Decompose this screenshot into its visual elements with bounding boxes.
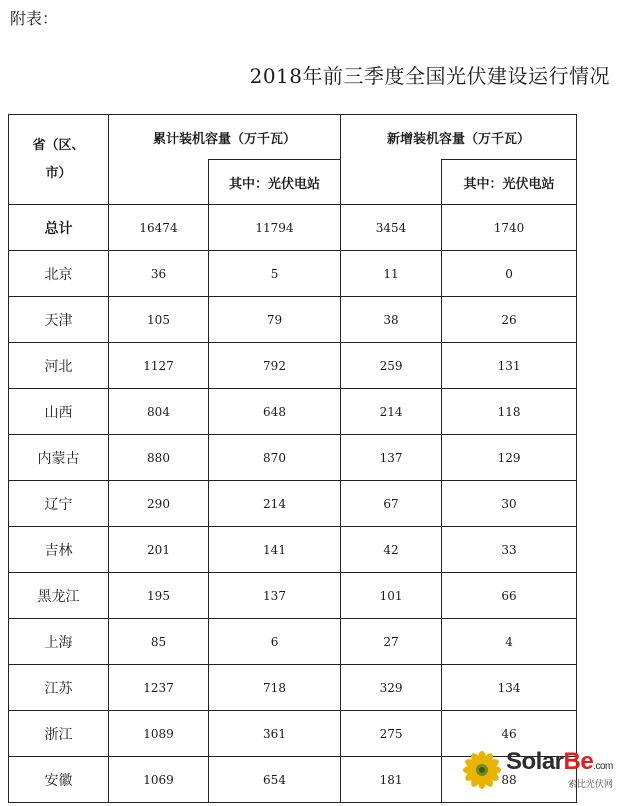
table-row (9, 619, 577, 665)
header-province-line2: 市） (45, 165, 72, 181)
header-cumulative-capacity: 累计装机容量（万千瓦） (109, 115, 341, 160)
cumulative-plant-cell: 648 (209, 389, 341, 435)
new-plant-cell: 0 (442, 251, 577, 297)
province-cell: 黑龙江 (9, 573, 109, 619)
table-row (9, 435, 577, 481)
table-row (9, 527, 577, 573)
province-cell: 北京 (9, 251, 109, 297)
cumulative-plant-cell: 654 (209, 757, 341, 803)
new-plant-cell: 46 (442, 711, 577, 757)
cumulative-capacity-cell: 36 (109, 251, 209, 297)
new-capacity-cell: 101 (341, 573, 442, 619)
watermark-subtitle: 索比光伏网 (567, 779, 613, 790)
province-cell: 内蒙古 (9, 435, 109, 481)
document-title: 2018年前三季度全国光伏建设运行情况 (249, 64, 610, 88)
cumulative-capacity-cell: 880 (109, 435, 209, 481)
table-row (9, 573, 577, 619)
cumulative-plant-cell: 141 (209, 527, 341, 573)
cumulative-plant-cell: 870 (209, 435, 341, 481)
new-plant-cell: 129 (442, 435, 577, 481)
new-capacity-cell: 38 (341, 297, 442, 343)
header-new-capacity: 新增装机容量（万千瓦） (341, 115, 577, 160)
cumulative-plant-cell: 6 (209, 619, 341, 665)
new-plant-cell: 88 (442, 757, 577, 803)
capacity-table (8, 114, 577, 803)
new-capacity-cell: 259 (341, 343, 442, 389)
table-row (9, 343, 577, 389)
cumulative-capacity-cell: 1237 (109, 665, 209, 711)
table-row (9, 297, 577, 343)
table-row (9, 251, 577, 297)
header-cumulative-blank (109, 160, 209, 205)
new-capacity-cell: 67 (341, 481, 442, 527)
new-plant-cell: 33 (442, 527, 577, 573)
new-capacity-cell: 3454 (341, 205, 442, 251)
province-cell: 河北 (9, 343, 109, 389)
new-plant-cell: 30 (442, 481, 577, 527)
province-cell: 总计 (9, 205, 109, 251)
header-cumulative-plant: 其中：光伏电站 (209, 160, 341, 205)
watermark-brand: SolarBe.com (506, 747, 613, 775)
new-capacity-cell: 275 (341, 711, 442, 757)
cumulative-plant-cell: 11794 (209, 205, 341, 251)
new-capacity-cell: 137 (341, 435, 442, 481)
header-new-blank (341, 160, 442, 205)
cumulative-capacity-cell: 1069 (109, 757, 209, 803)
cumulative-plant-cell: 792 (209, 343, 341, 389)
cumulative-plant-cell: 214 (209, 481, 341, 527)
cumulative-plant-cell: 361 (209, 711, 341, 757)
new-plant-cell: 134 (442, 665, 577, 711)
table-row (9, 481, 577, 527)
cumulative-capacity-cell: 201 (109, 527, 209, 573)
cumulative-capacity-cell: 290 (109, 481, 209, 527)
cumulative-capacity-cell: 105 (109, 297, 209, 343)
new-capacity-cell: 27 (341, 619, 442, 665)
province-cell: 山西 (9, 389, 109, 435)
header-new-plant: 其中：光伏电站 (442, 160, 577, 205)
province-cell: 浙江 (9, 711, 109, 757)
cumulative-capacity-cell: 804 (109, 389, 209, 435)
attachment-label: 附表： (10, 9, 59, 28)
cumulative-plant-cell: 137 (209, 573, 341, 619)
new-capacity-cell: 329 (341, 665, 442, 711)
header-province-line1: 省（区、 (32, 137, 85, 153)
solarbe-watermark (462, 740, 618, 800)
new-capacity-cell: 42 (341, 527, 442, 573)
cumulative-plant-cell: 5 (209, 251, 341, 297)
cumulative-capacity-cell: 16474 (109, 205, 209, 251)
new-plant-cell: 66 (442, 573, 577, 619)
new-plant-cell: 4 (442, 619, 577, 665)
province-cell: 上海 (9, 619, 109, 665)
province-cell: 吉林 (9, 527, 109, 573)
header-province (9, 115, 109, 205)
new-capacity-cell: 11 (341, 251, 442, 297)
new-capacity-cell: 181 (341, 757, 442, 803)
cumulative-capacity-cell: 195 (109, 573, 209, 619)
cumulative-plant-cell: 718 (209, 665, 341, 711)
cumulative-capacity-cell: 1089 (109, 711, 209, 757)
new-capacity-cell: 214 (341, 389, 442, 435)
new-plant-cell: 131 (442, 343, 577, 389)
new-plant-cell: 26 (442, 297, 577, 343)
cumulative-capacity-cell: 85 (109, 619, 209, 665)
new-plant-cell: 1740 (442, 205, 577, 251)
table-header-row-top (9, 115, 577, 160)
table-row (9, 205, 577, 251)
cumulative-capacity-cell: 1127 (109, 343, 209, 389)
province-cell: 安徽 (9, 757, 109, 803)
table-row (9, 389, 577, 435)
new-plant-cell: 118 (442, 389, 577, 435)
province-cell: 江苏 (9, 665, 109, 711)
province-cell: 辽宁 (9, 481, 109, 527)
cumulative-plant-cell: 79 (209, 297, 341, 343)
sunflower-logo-icon (462, 750, 502, 790)
province-cell: 天津 (9, 297, 109, 343)
table-row (9, 665, 577, 711)
